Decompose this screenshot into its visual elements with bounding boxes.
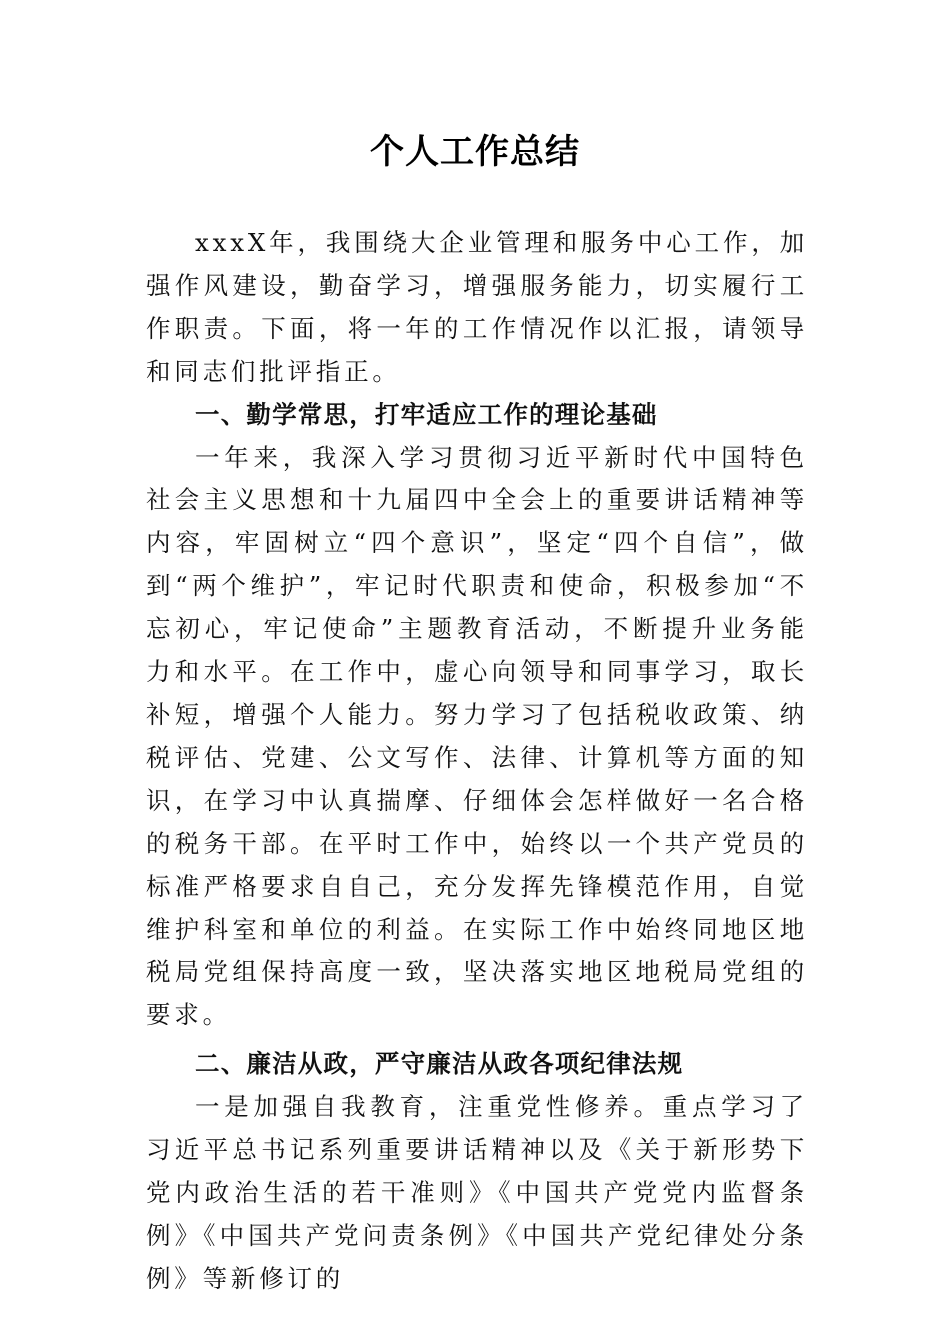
intro-paragraph: xxxX年，我围绕大企业管理和服务中心工作，加强作风建设，勤奋学习，增强服务能力，切实履行工作职责。下面，将一年的工作情况作以汇报，请领导和同志们批评指正。 [146, 228, 808, 386]
section-heading-2: 二、廉洁从政，严守廉洁从政各项纪律法规 [195, 1049, 684, 1079]
section-paragraph-1: 一年来，我深入学习贯彻习近平新时代中国特色社会主义思想和十九届四中全会上的重要讲话精神等内容，牢固树立“四个意识”，坚定“四个自信”，做到“两个维护”，牢记时代职责和使命，积极参加“不忘初心，牢记使命”主题教育活动，不断提升业务能力和水平。在工作中，虚心向领导和同事学习，取长补短，增强个人能力。努力学习了包括税收政策、纳税评估、党建、公文写作、法律、计算机等方面的知识，在学习中认真揣摩、仔细体会怎样做好一名合格的税务干部。在平时工作中，始终以一个共产党员的标准严格要求自自己，充分发挥先锋模范作用，自觉维护科室和单位的利益。在实际工作中始终同地区地税局党组保持高度一致，坚决落实地区地税局党组的要求。 [146, 442, 808, 1030]
page-title: 个人工作总结 [370, 132, 580, 172]
section-heading-1: 一、勤学常思，打牢适应工作的理论基础 [195, 399, 658, 429]
document-body [146, 222, 808, 1301]
section-paragraph-2: 一是加强自我教育，注重党性修养。重点学习了习近平总书记系列重要讲话精神以及《关于新形势下党内政治生活的若干准则》《中国共产党党内监督条例》《中国共产党问责条例》《中国共产党纪律处分条例》等新修订的 [146, 1092, 808, 1293]
